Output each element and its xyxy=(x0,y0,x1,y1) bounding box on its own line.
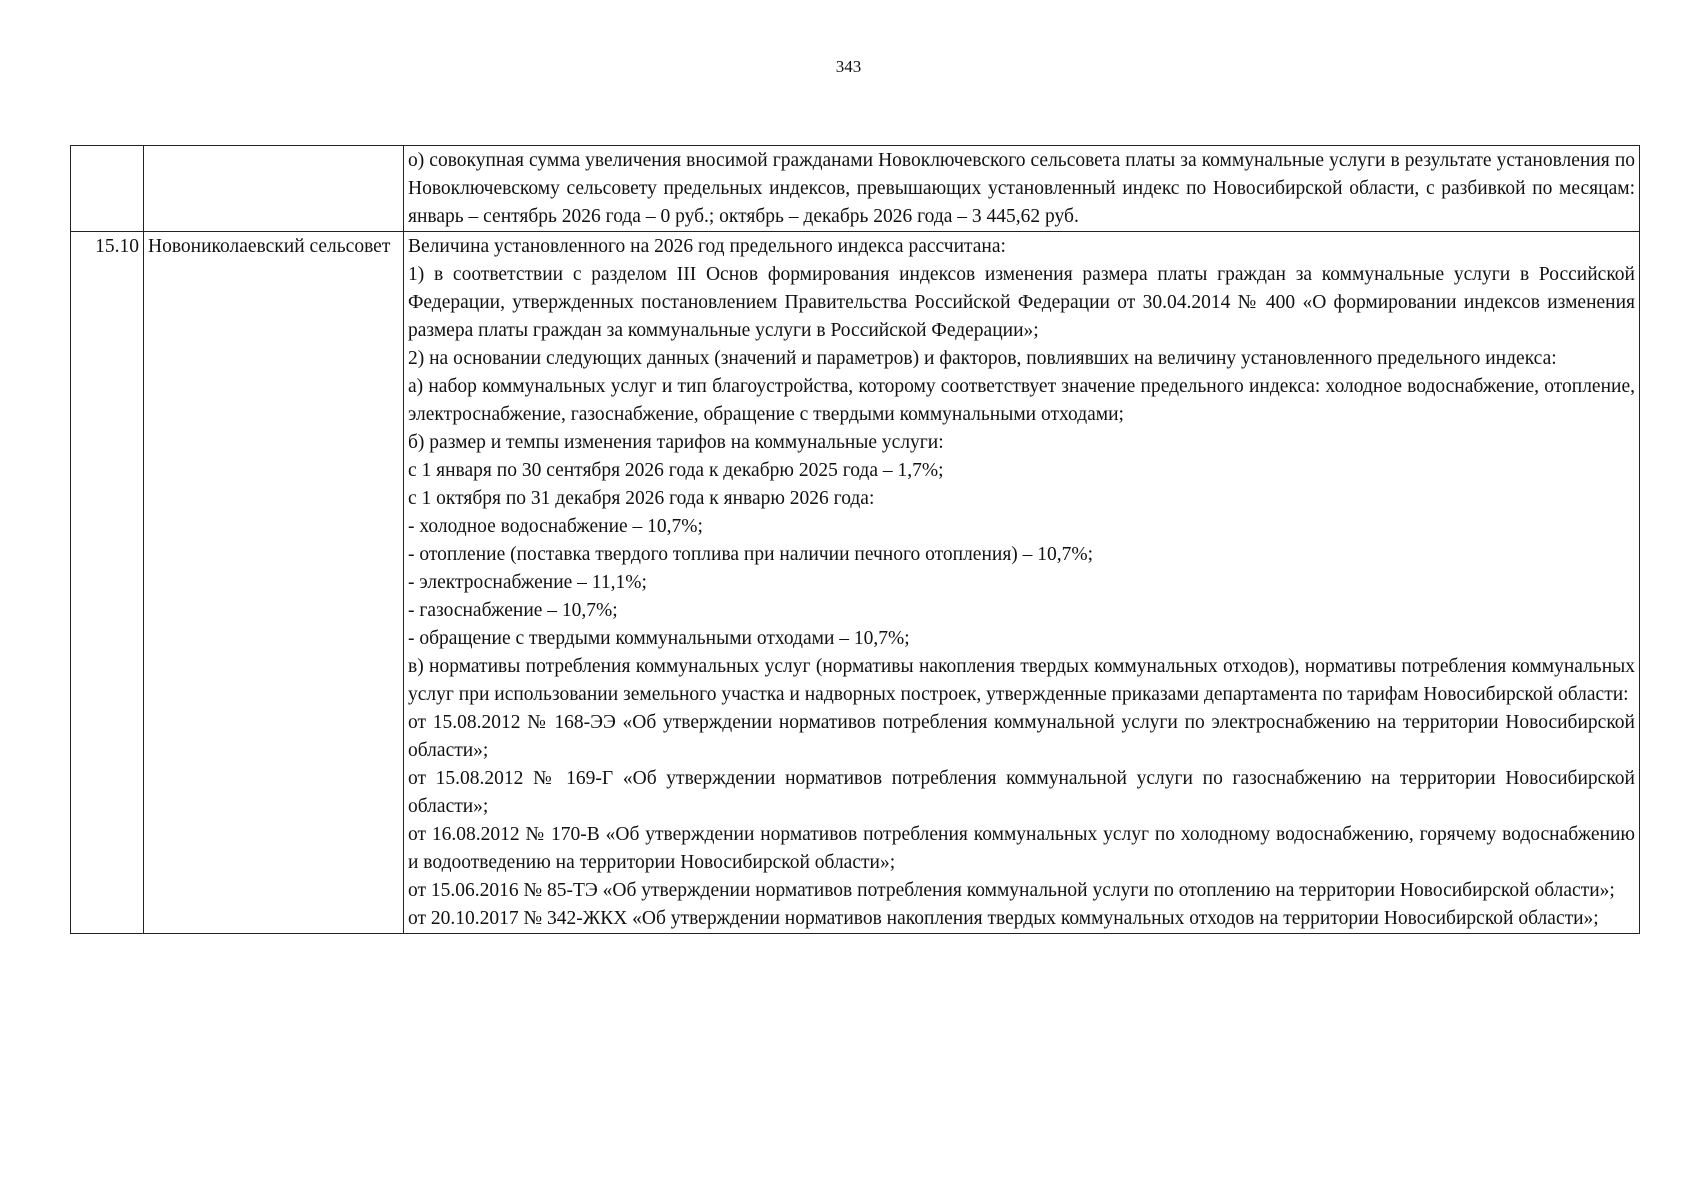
content-paragraph: от 15.06.2016 № 85-ТЭ «Об утверждении нормативов потребления коммунальной услуги по отоплению на территории Новосибирской области»; xyxy=(408,880,1615,901)
content-paragraph: 1) в соответствии с разделом III Основ формирования индексов изменения размера платы граждан за коммунальные услуги в Российской Федерации, утвержденных постановлением Правительства Российской Федерации от 30.04.2014 № 400 «О формировании индексов изменения размера платы граждан за коммунальные услуги в Российской Федерации»; xyxy=(408,264,1635,341)
content-paragraph: о) совокупная сумма увеличения вносимой гражданами Новоключевского сельсовета платы за коммунальные услуги в результате установления по Новоключевскому сельсовету предельных индексов, превышающих установленный индекс по Новосибирской области, с разбивкой по месяцам: январь – сентябрь 2026 года – 0 руб.; октябрь – декабрь 2026 года – 3 445,62 руб. xyxy=(408,150,1635,227)
row-content xyxy=(404,146,1640,232)
content-paragraph: с 1 января по 30 сентября 2026 года к декабрю 2025 года – 1,7%; xyxy=(408,460,944,481)
content-paragraph: от 20.10.2017 № 342-ЖКХ «Об утверждении нормативов накопления твердых коммунальных отходов на территории Новосибирской области»; xyxy=(408,908,1599,929)
municipality-name: Новониколаевский сельсовет xyxy=(144,232,404,934)
content-paragraph: 2) на основании следующих данных (значений и параметров) и факторов, повлиявших на величину установленного предельного индекса: xyxy=(408,348,1557,369)
row-content xyxy=(404,232,1640,934)
content-paragraph: - отопление (поставка твердого топлива при наличии печного отопления) – 10,7%; xyxy=(408,544,1094,565)
content-paragraph: от 15.08.2012 № 169-Г «Об утверждении нормативов потребления коммунальной услуги по газоснабжению на территории Новосибирской области»; xyxy=(408,768,1635,817)
table-row xyxy=(71,146,1640,232)
content-paragraph: - электроснабжение – 11,1%; xyxy=(408,572,647,593)
document-table xyxy=(70,145,1640,934)
content-paragraph: - газоснабжение – 10,7%; xyxy=(408,600,618,621)
content-paragraph: б) размер и темпы изменения тарифов на коммунальные услуги: xyxy=(408,432,944,453)
table-row xyxy=(71,232,1640,934)
page-number: 343 xyxy=(835,57,862,76)
content-paragraph: в) нормативы потребления коммунальных услуг (нормативы накопления твердых коммунальных отходов), нормативы потребления коммунальных услуг при использовании земельного участка и надворных построек, утвержденные приказами департамента по тарифам Новосибирской области: xyxy=(408,656,1635,705)
content-paragraph: а) набор коммунальных услуг и тип благоустройства, которому соответствует значение предельного индекса: холодное водоснабжение, отопление, электроснабжение, газоснабжение, обращение с твердыми коммунальными отходами; xyxy=(408,376,1635,425)
row-number xyxy=(71,146,144,232)
content-paragraph: от 15.08.2012 № 168-ЭЭ «Об утверждении нормативов потребления коммунальной услуги по электроснабжению на территории Новосибирской области»; xyxy=(408,712,1635,761)
content-paragraph: от 16.08.2012 № 170-В «Об утверждении нормативов потребления коммунальных услуг по холодному водоснабжению, горячему водоснабжению и водоотведению на территории Новосибирской области»; xyxy=(408,824,1635,873)
content-paragraph: с 1 октября по 31 декабря 2026 года к январю 2026 года: xyxy=(408,488,875,509)
row-number: 15.10 xyxy=(71,232,144,934)
content-paragraph: Величина установленного на 2026 год предельного индекса рассчитана: xyxy=(408,236,1006,257)
content-paragraph: - холодное водоснабжение – 10,7%; xyxy=(408,516,703,537)
content-paragraph: - обращение с твердыми коммунальными отходами – 10,7%; xyxy=(408,628,910,649)
municipality-name xyxy=(144,146,404,232)
